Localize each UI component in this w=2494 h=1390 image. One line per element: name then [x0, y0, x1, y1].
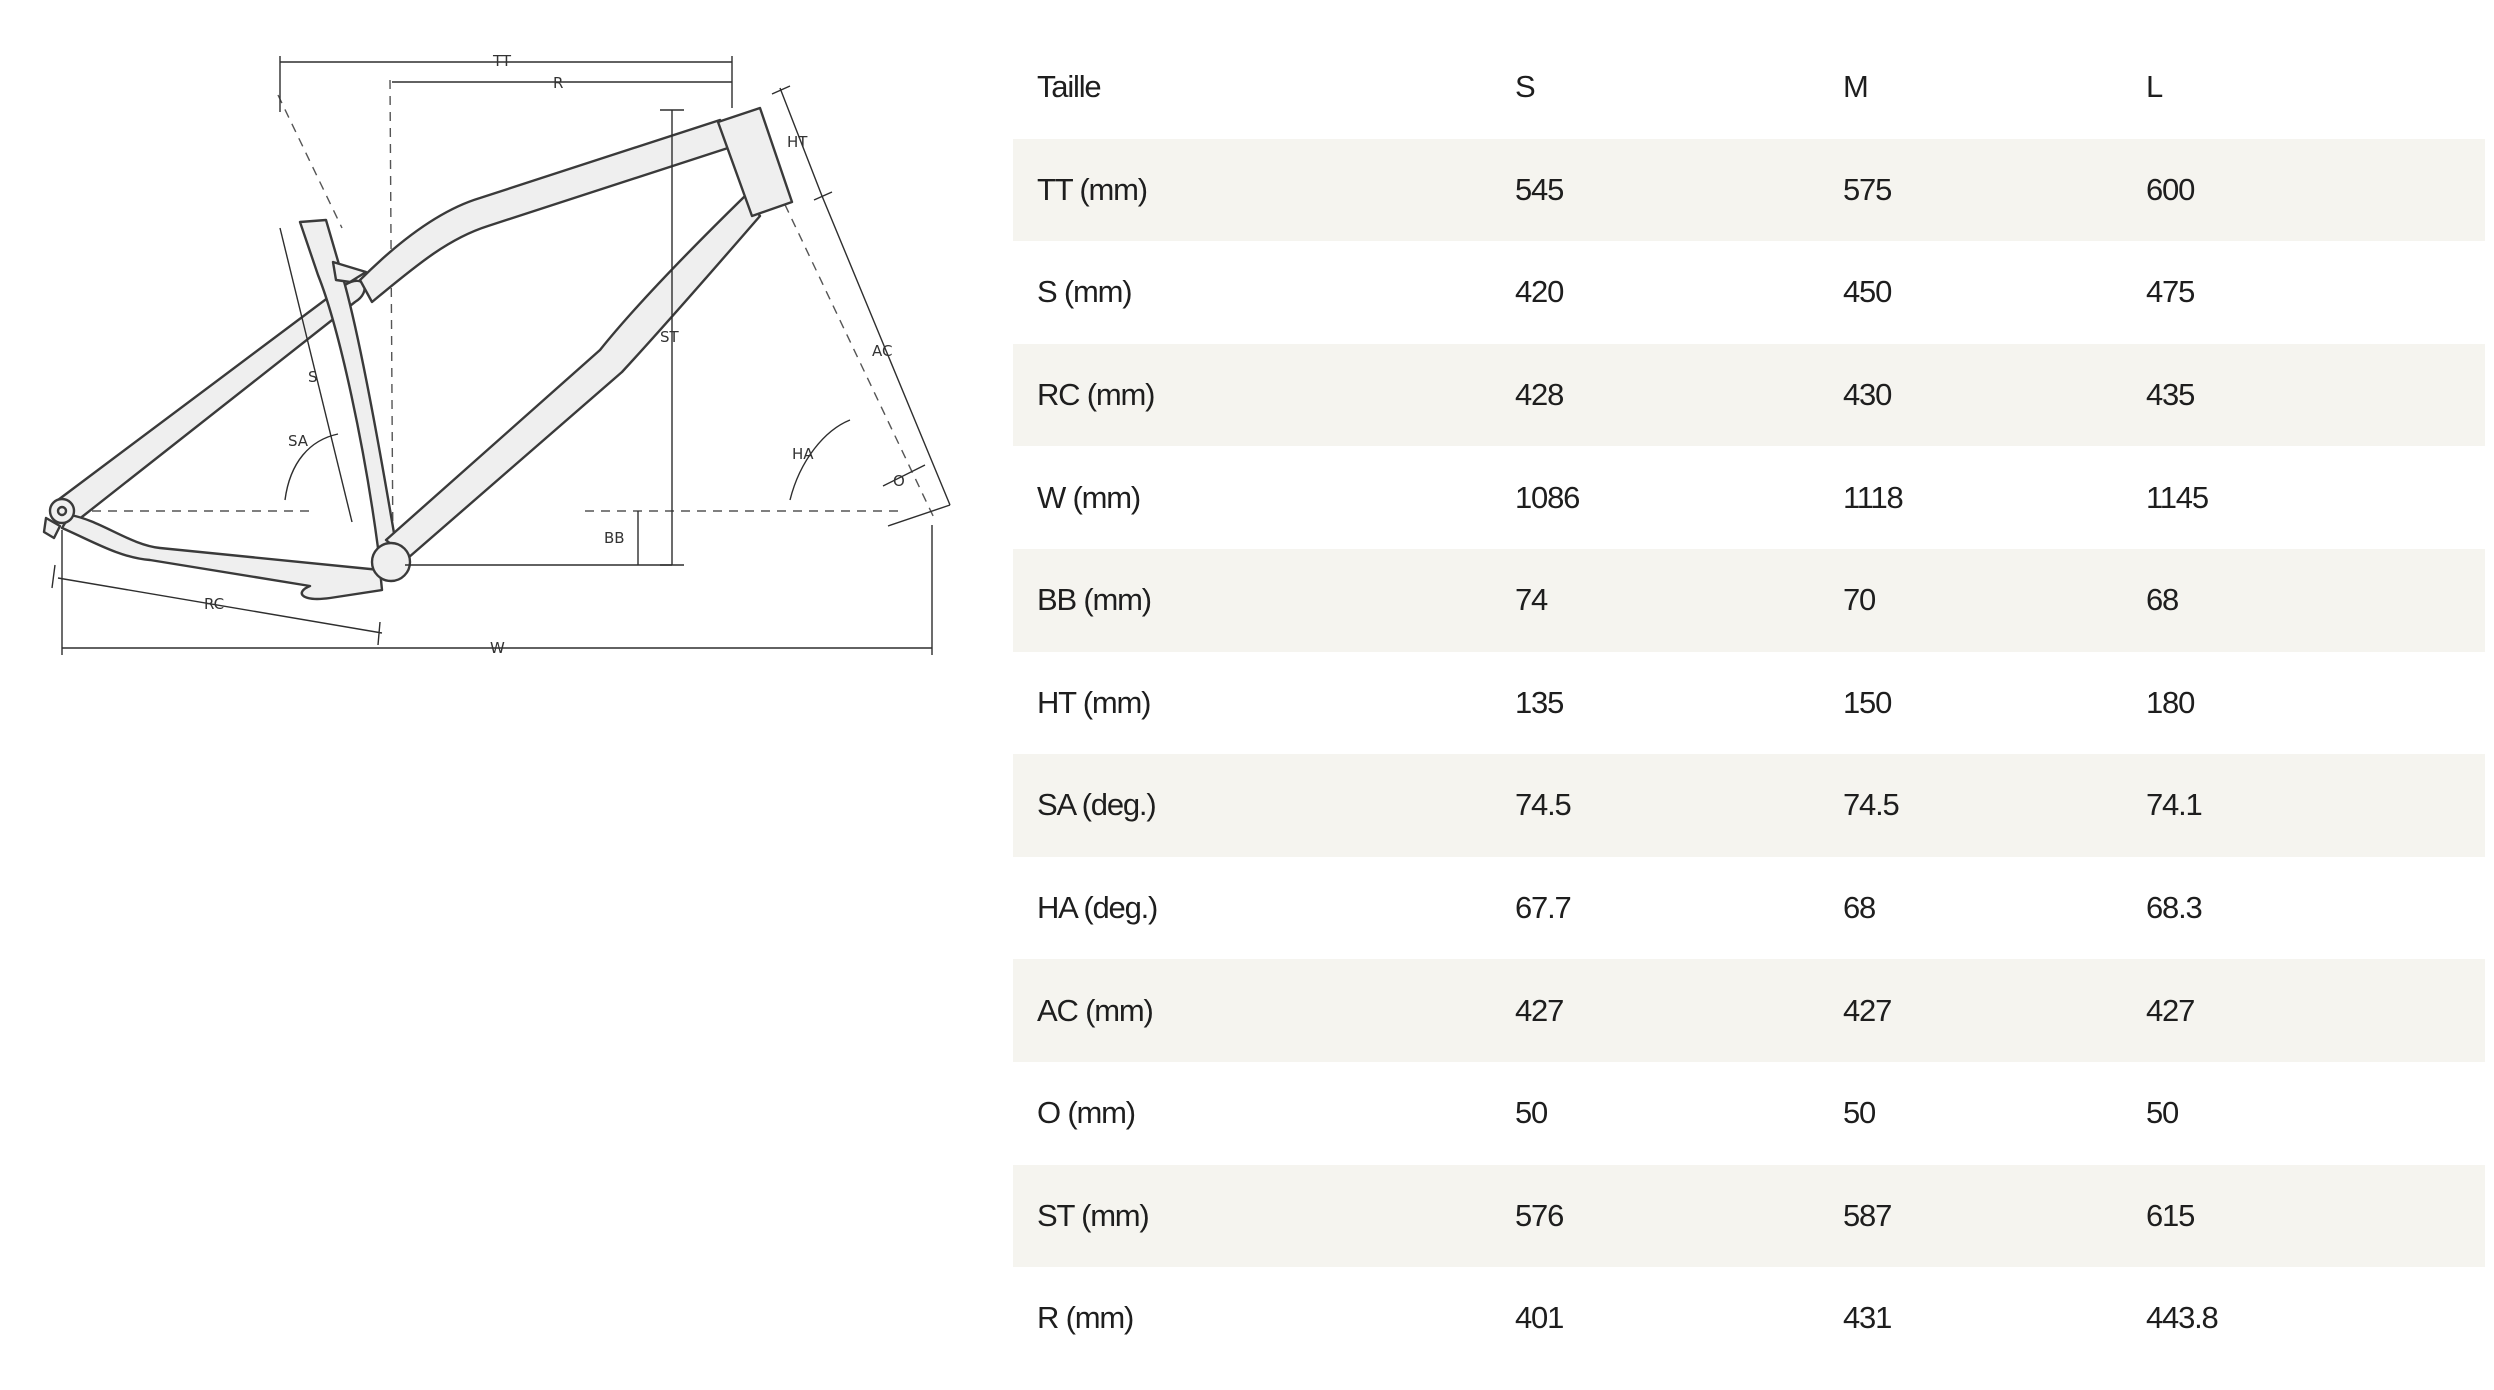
label-o: O — [893, 472, 905, 490]
top-axis-line — [390, 80, 393, 560]
row-value: 545 — [1491, 139, 1819, 242]
table-row — [1013, 1267, 2485, 1370]
row-value: 475 — [2146, 274, 2195, 310]
table-row — [1013, 446, 2485, 549]
seat-axis-line — [278, 95, 342, 228]
row-value: 74.5 — [1819, 754, 2122, 857]
table-row — [1013, 1062, 2485, 1165]
table-row — [1013, 652, 2485, 755]
row-label: AC (mm) — [1013, 959, 1491, 1062]
row-value: 427 — [2122, 959, 2485, 1062]
row-value: 450 — [1843, 274, 1892, 310]
table-row — [1013, 1165, 2485, 1268]
row-value: 401 — [1515, 1300, 1564, 1336]
head-tube — [718, 108, 792, 216]
label-sa: SA — [288, 432, 309, 450]
label-w: W — [490, 639, 505, 657]
row-value: 68 — [1843, 890, 1876, 926]
label-s: S — [308, 368, 318, 386]
row-value: 68.3 — [2146, 890, 2202, 926]
row-label: RC (mm) — [1013, 344, 1491, 447]
row-value: 70 — [1819, 549, 2122, 652]
row-value: 435 — [2122, 344, 2485, 447]
label-bb: BB — [604, 529, 625, 547]
table-row — [1013, 549, 2485, 652]
table-row — [1013, 139, 2485, 242]
label-ht: HT — [787, 133, 808, 151]
label-ha: HA — [792, 445, 814, 463]
steerer-axis-line — [778, 190, 935, 520]
row-value: 180 — [2146, 684, 2195, 720]
table-row — [1013, 344, 2485, 447]
row-label: HA (deg.) — [1037, 890, 1158, 926]
row-value: 50 — [2146, 1095, 2179, 1131]
row-label: BB (mm) — [1013, 549, 1491, 652]
row-value: 1118 — [1843, 479, 1903, 515]
table-row — [1013, 754, 2485, 857]
row-label: W (mm) — [1037, 479, 1140, 515]
row-value: 587 — [1819, 1165, 2122, 1268]
row-label: HT (mm) — [1037, 684, 1151, 720]
row-label: ST (mm) — [1013, 1165, 1491, 1268]
row-value: 50 — [1843, 1095, 1876, 1131]
geometry-table — [1013, 36, 2485, 1370]
row-value: 427 — [1819, 959, 2122, 1062]
row-value: 431 — [1843, 1300, 1892, 1336]
row-value: 428 — [1491, 344, 1819, 447]
row-value: 68 — [2122, 549, 2485, 652]
row-value: 1086 — [1515, 479, 1580, 515]
row-label: SA (deg.) — [1013, 754, 1491, 857]
row-value: 74.1 — [2122, 754, 2485, 857]
row-value: 67.7 — [1515, 890, 1571, 926]
label-tt: TT — [493, 52, 512, 70]
row-value: 1145 — [2146, 479, 2208, 515]
row-label: R (mm) — [1037, 1300, 1134, 1336]
table-header-row — [1013, 36, 2485, 139]
row-value: 430 — [1819, 344, 2122, 447]
row-value: 427 — [1491, 959, 1819, 1062]
row-value: 443.8 — [2146, 1300, 2218, 1336]
row-value: 575 — [1819, 139, 2122, 242]
label-rc: RC — [204, 595, 225, 613]
row-value: 420 — [1515, 274, 1564, 310]
table-row — [1013, 857, 2485, 960]
header-cell: L — [2146, 69, 2163, 105]
row-value: 150 — [1843, 684, 1892, 720]
label-r: R — [553, 74, 564, 92]
row-value: 74.5 — [1491, 754, 1819, 857]
row-label: S (mm) — [1037, 274, 1132, 310]
rear-dropout-bolt — [58, 507, 66, 515]
row-value: 135 — [1515, 684, 1564, 720]
bottom-bracket — [372, 543, 410, 581]
table-row — [1013, 959, 2485, 1062]
header-cell: Taille — [1037, 69, 1101, 105]
row-label: O (mm) — [1037, 1095, 1135, 1131]
row-value: 576 — [1491, 1165, 1819, 1268]
row-label: TT (mm) — [1013, 139, 1491, 242]
header-cell: M — [1843, 69, 1868, 105]
seat-stay — [58, 281, 365, 520]
table-row — [1013, 241, 2485, 344]
row-value: 74 — [1491, 549, 1819, 652]
w-dimension-line — [62, 525, 932, 655]
label-st: ST — [660, 328, 679, 346]
row-value: 600 — [2122, 139, 2485, 242]
row-value: 50 — [1515, 1095, 1548, 1131]
label-ac: AC — [872, 342, 893, 360]
frame-geometry-diagram — [0, 0, 1000, 680]
down-tube — [386, 196, 760, 558]
header-cell: S — [1515, 69, 1535, 105]
row-value: 615 — [2122, 1165, 2485, 1268]
